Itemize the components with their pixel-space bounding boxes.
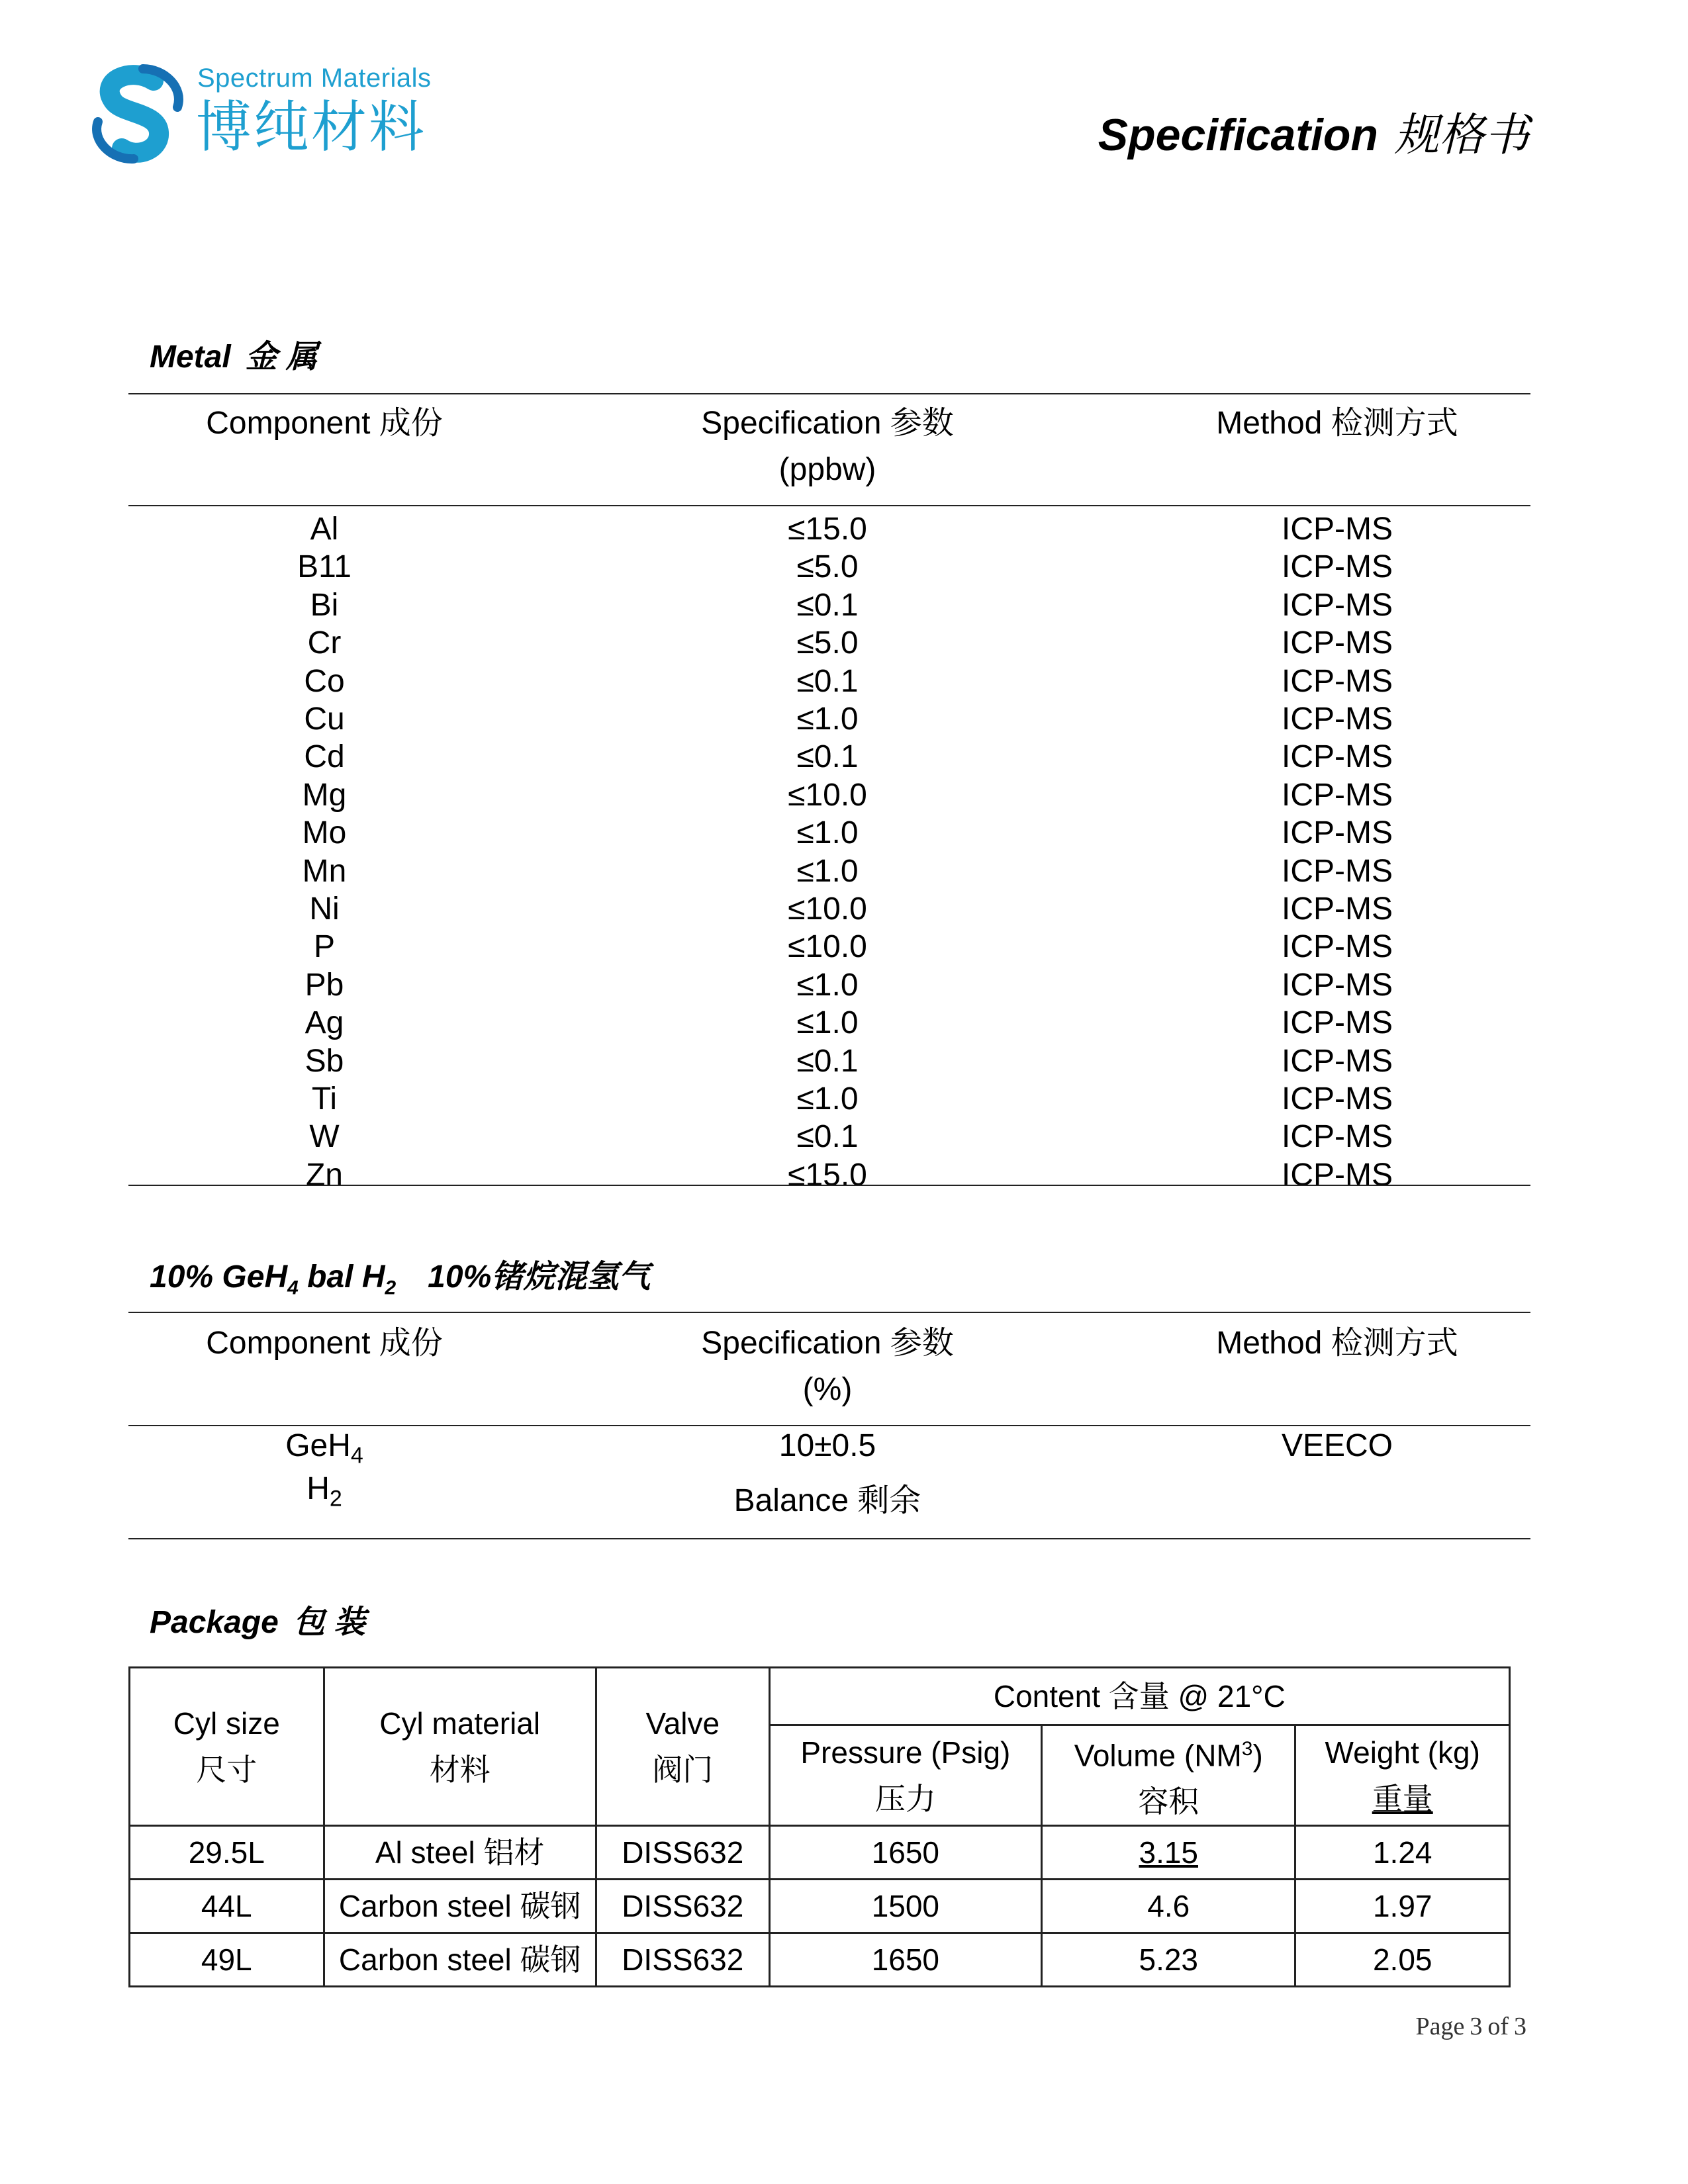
gas-header-rule bbox=[128, 1425, 1530, 1426]
pkg-valve-cell: DISS632 bbox=[596, 1826, 769, 1880]
pkg-volume-cell: 3.15 bbox=[1042, 1826, 1295, 1880]
pkg-pressure-cell: 1650 bbox=[769, 1933, 1041, 1987]
metal-component-cell: P bbox=[313, 929, 335, 965]
metal-spec-cell: ≤0.1 bbox=[796, 1119, 859, 1155]
metal-table-row bbox=[0, 511, 1688, 549]
metal-table-row bbox=[0, 1118, 1688, 1156]
metal-top-rule bbox=[128, 393, 1530, 394]
pkg-col-content: Content 含量 @ 21°C bbox=[769, 1668, 1509, 1725]
metal-table-row bbox=[0, 1157, 1688, 1195]
pkg-col-valve: Valve 阀门 bbox=[596, 1668, 769, 1826]
metal-method-cell: ICP-MS bbox=[1282, 663, 1393, 699]
metal-spec-cell: ≤10.0 bbox=[788, 929, 867, 965]
metal-component-cell: Al bbox=[310, 512, 339, 547]
metal-col-spec-unit: (ppbw) bbox=[778, 452, 876, 487]
metal-bottom-rule bbox=[128, 1185, 1530, 1186]
metal-method-cell: ICP-MS bbox=[1282, 1005, 1393, 1041]
metal-spec-cell: ≤15.0 bbox=[788, 512, 867, 547]
metal-table-row bbox=[0, 891, 1688, 929]
pkg-weight-cell: 2.05 bbox=[1295, 1933, 1510, 1987]
pkg-col-volume: Volume $(NM^3)$ 容积 bbox=[1042, 1725, 1295, 1826]
metal-col-component: Component 成份 bbox=[206, 406, 443, 441]
metal-spec-cell: ≤1.0 bbox=[796, 1081, 859, 1116]
pkg-weight-cell: 1.97 bbox=[1295, 1880, 1510, 1933]
metal-component-cell: B11 bbox=[297, 549, 352, 585]
metal-table-row bbox=[0, 967, 1688, 1005]
metal-method-cell: ICP-MS bbox=[1282, 929, 1393, 965]
gas-title-part-a: 10% GeH bbox=[150, 1259, 288, 1295]
metal-method-cell: ICP-MS bbox=[1282, 815, 1393, 851]
metal-component-cell: Mn bbox=[302, 853, 347, 889]
metal-spec-cell: ≤1.0 bbox=[796, 967, 859, 1003]
metal-spec-cell: ≤1.0 bbox=[796, 815, 859, 851]
metal-method-cell: ICP-MS bbox=[1282, 777, 1393, 813]
metal-table-row bbox=[0, 739, 1688, 776]
metal-component-cell: Pb bbox=[305, 967, 344, 1003]
pkg-valve-cell: DISS632 bbox=[596, 1933, 769, 1987]
gas-row2-spec: Balance 剩余 bbox=[733, 1483, 921, 1518]
metal-table-row bbox=[0, 777, 1688, 815]
pkg-col-pressure: Pressure (Psig) 压力 bbox=[769, 1725, 1041, 1826]
metal-method-cell: ICP-MS bbox=[1282, 967, 1393, 1003]
pkg-col-material: Cyl material 材料 bbox=[324, 1668, 596, 1826]
gas-row1-component: GeH$_4$ bbox=[285, 1428, 363, 1469]
metal-method-cell: ICP-MS bbox=[1282, 1081, 1393, 1116]
pkg-pressure-cell: 1500 bbox=[769, 1880, 1041, 1933]
pkg-material-cell: Al steel 铝材 bbox=[324, 1826, 596, 1880]
metal-component-cell: Bi bbox=[310, 587, 339, 623]
pkg-size-cell: 49L bbox=[130, 1933, 324, 1987]
gas-col-component: Component 成份 bbox=[206, 1326, 443, 1361]
metal-component-cell: Cd bbox=[304, 739, 345, 775]
gas-title-cn: 10%锗烷混氢气 bbox=[428, 1259, 651, 1295]
metal-spec-cell: ≤10.0 bbox=[788, 777, 867, 813]
document-title-cn: 规格书 bbox=[1393, 110, 1529, 160]
gas-col-spec-unit: (%) bbox=[802, 1372, 853, 1407]
metal-spec-cell: ≤10.0 bbox=[788, 891, 867, 927]
metal-method-cell: ICP-MS bbox=[1282, 512, 1393, 547]
gas-col-spec: Specification 参数 bbox=[701, 1326, 954, 1361]
logo-english-name: Spectrum Materials bbox=[197, 64, 432, 93]
metal-component-cell: Sb bbox=[305, 1043, 344, 1079]
pkg-pressure-cell: 1650 bbox=[769, 1826, 1041, 1880]
metal-spec-cell: ≤0.1 bbox=[796, 1043, 859, 1079]
metal-component-cell: Ag bbox=[305, 1005, 344, 1041]
metal-table-row bbox=[0, 929, 1688, 966]
gas-title-sub-b: 2 bbox=[385, 1277, 397, 1299]
metal-spec-cell: ≤1.0 bbox=[796, 702, 859, 737]
metal-method-cell: ICP-MS bbox=[1282, 587, 1393, 623]
gas-row2-component: $H_2$ bbox=[306, 1471, 342, 1512]
pkg-volume-cell: 4.6 bbox=[1042, 1880, 1295, 1933]
document-title-en: Specification bbox=[1098, 110, 1378, 160]
metal-component-cell: Cu bbox=[304, 702, 345, 737]
pkg-col-size: Cyl size 尺寸 bbox=[130, 1668, 324, 1826]
gas-title-part-b: bal H bbox=[298, 1259, 385, 1295]
metal-table-row bbox=[0, 815, 1688, 852]
metal-component-cell: Cr bbox=[307, 625, 342, 661]
gas-title-sub-a: 4 bbox=[287, 1277, 299, 1299]
gas-row1-method: VEECO bbox=[1281, 1428, 1393, 1463]
package-table-row bbox=[130, 1826, 1510, 1880]
pkg-valve-cell: DISS632 bbox=[596, 1880, 769, 1933]
metal-spec-cell: ≤15.0 bbox=[788, 1157, 867, 1193]
pkg-volume-cell: 5.23 bbox=[1042, 1933, 1295, 1987]
metal-spec-cell: ≤0.1 bbox=[796, 739, 859, 775]
metal-spec-cell: ≤1.0 bbox=[796, 1005, 859, 1041]
metal-table-row bbox=[0, 625, 1688, 662]
metal-component-cell: Zn bbox=[305, 1157, 343, 1193]
metal-table-row bbox=[0, 1043, 1688, 1081]
metal-table-row bbox=[0, 663, 1688, 701]
metal-table-row bbox=[0, 853, 1688, 891]
document-title bbox=[1098, 99, 1529, 163]
metal-section-title bbox=[150, 331, 318, 377]
metal-spec-cell: ≤5.0 bbox=[796, 549, 859, 585]
metal-method-cell: ICP-MS bbox=[1282, 702, 1393, 737]
metal-method-cell: ICP-MS bbox=[1282, 625, 1393, 661]
metal-component-cell: Co bbox=[304, 663, 345, 699]
gas-top-rule bbox=[128, 1312, 1530, 1313]
metal-spec-cell: ≤1.0 bbox=[796, 853, 859, 889]
metal-col-spec: Specification 参数 bbox=[701, 406, 954, 441]
package-title-en: Package bbox=[150, 1605, 279, 1640]
company-logo-icon bbox=[85, 61, 191, 167]
metal-component-cell: Ni bbox=[309, 891, 340, 927]
gas-row1-spec: 10±0.5 bbox=[778, 1428, 876, 1463]
pkg-material-cell: Carbon steel 碳钢 bbox=[324, 1933, 596, 1987]
metal-spec-cell: ≤0.1 bbox=[796, 663, 859, 699]
pkg-col-weight: Weight (kg) 重量 bbox=[1295, 1725, 1510, 1826]
metal-method-cell: ICP-MS bbox=[1282, 549, 1393, 585]
package-table-row bbox=[130, 1933, 1510, 1987]
page-number: Page 3 of 3 bbox=[1415, 2013, 1526, 2040]
pkg-material-cell: Carbon steel 碳钢 bbox=[324, 1880, 596, 1933]
metal-table-row bbox=[0, 701, 1688, 739]
metal-method-cell: ICP-MS bbox=[1282, 1043, 1393, 1079]
metal-title-cn: 金 属 bbox=[245, 340, 318, 375]
metal-table-row bbox=[0, 587, 1688, 625]
pkg-size-cell: 44L bbox=[130, 1880, 324, 1933]
metal-method-cell: ICP-MS bbox=[1282, 1119, 1393, 1155]
package-section-title bbox=[150, 1596, 365, 1642]
metal-table-row bbox=[0, 1081, 1688, 1118]
metal-col-method: Method 检测方式 bbox=[1216, 406, 1458, 441]
gas-col-method: Method 检测方式 bbox=[1216, 1326, 1458, 1361]
metal-spec-cell: ≤0.1 bbox=[796, 587, 859, 623]
pkg-size-cell: 29.5L bbox=[130, 1826, 324, 1880]
metal-method-cell: ICP-MS bbox=[1282, 853, 1393, 889]
gas-bottom-rule bbox=[128, 1538, 1530, 1539]
metal-title-en: Metal bbox=[150, 340, 231, 375]
metal-component-cell: Mo bbox=[302, 815, 347, 851]
pkg-weight-cell: 1.24 bbox=[1295, 1826, 1510, 1880]
metal-component-cell: Ti bbox=[311, 1081, 338, 1116]
package-table bbox=[128, 1666, 1511, 1987]
metal-spec-cell: ≤5.0 bbox=[796, 625, 859, 661]
metal-method-cell: ICP-MS bbox=[1282, 891, 1393, 927]
logo-chinese-name: 博纯材料 bbox=[196, 96, 427, 158]
metal-header-rule bbox=[128, 505, 1530, 506]
package-table-row bbox=[130, 1880, 1510, 1933]
metal-component-cell: W bbox=[309, 1119, 340, 1155]
metal-method-cell: ICP-MS bbox=[1282, 1157, 1393, 1193]
metal-table-row bbox=[0, 549, 1688, 586]
gas-section-title bbox=[150, 1251, 650, 1300]
metal-component-cell: Mg bbox=[302, 777, 347, 813]
metal-method-cell: ICP-MS bbox=[1282, 739, 1393, 775]
metal-table-row bbox=[0, 1005, 1688, 1042]
package-title-cn: 包 装 bbox=[293, 1605, 366, 1640]
